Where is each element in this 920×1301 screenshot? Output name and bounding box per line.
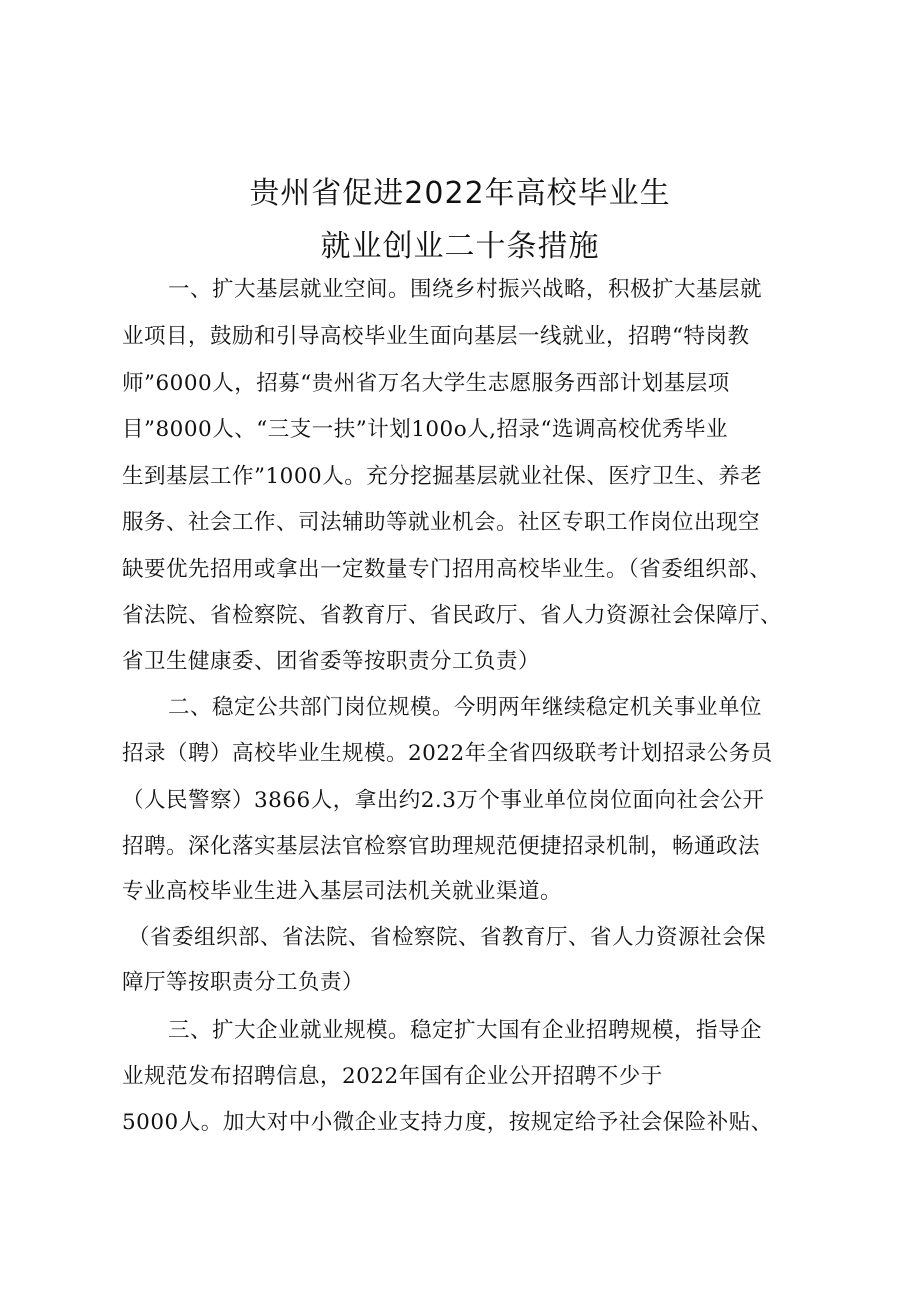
body-line: （人民警察）3866人，拿出约2.3万个事业单位岗位面向社会公开 [122, 788, 765, 813]
body-line: 专业高校毕业生进入基层司法机关就业渠道。 [122, 879, 563, 904]
document-title-line-2: 就业创业二十条措施 [320, 229, 600, 264]
body-line: 二、稳定公共部门岗位规模。今明两年继续稳定机关事业单位 [168, 695, 763, 720]
body-line: 省卫生健康委、团省委等按职责分工负责） [122, 649, 541, 674]
body-line: 招聘。深化落实基层法官检察官助理规范便捷招录机制，畅通政法 [122, 834, 761, 859]
body-line: （省委组织部、省法院、省检察院、省教育厅、省人力资源社会保 [128, 925, 767, 950]
body-line: 招录（聘）高校毕业生规模。2022年全省四级联考计划招录公务员 [122, 741, 773, 766]
body-line: 5000人。加大对中小微企业支持力度，按规定给予社会保险补贴、 [122, 1110, 773, 1135]
body-line: 师”6000人，招募“贵州省万名大学生志愿服务西部计划基层项 [122, 371, 730, 396]
body-line: 缺要优先招用或拿出一定数量专门招用高校毕业生。（省委组织部、 [122, 557, 772, 582]
document-title-line-1: 贵州省促进2022年高校毕业生 [249, 176, 671, 211]
body-line: 业项目，鼓励和引导高校毕业生面向基层一线就业，招聘“特岗教 [122, 324, 750, 349]
body-line: 一、扩大基层就业空间。围绕乡村振兴战略，积极扩大基层就 [168, 277, 763, 302]
body-line: 业规范发布招聘信息，2022年国有企业公开招聘不少于 [122, 1064, 663, 1089]
body-line: 生到基层工作”1000人。充分挖掘基层就业社保、医疗卫生、养老 [122, 464, 763, 489]
body-line: 省法院、省检察院、省教育厅、省民政厅、省人力资源社会保障厅、 [122, 603, 783, 628]
body-line: 服务、社会工作、司法辅助等就业机会。社区专职工作岗位出现空 [122, 510, 761, 535]
body-line: 目”8000人、“三支一扶”计划100o人,招录“选调高校优秀毕业 [122, 417, 728, 442]
body-line: 障厅等按职责分工负责） [122, 970, 365, 995]
body-line: 三、扩大企业就业规模。稳定扩大国有企业招聘规模，指导企 [168, 1018, 763, 1043]
